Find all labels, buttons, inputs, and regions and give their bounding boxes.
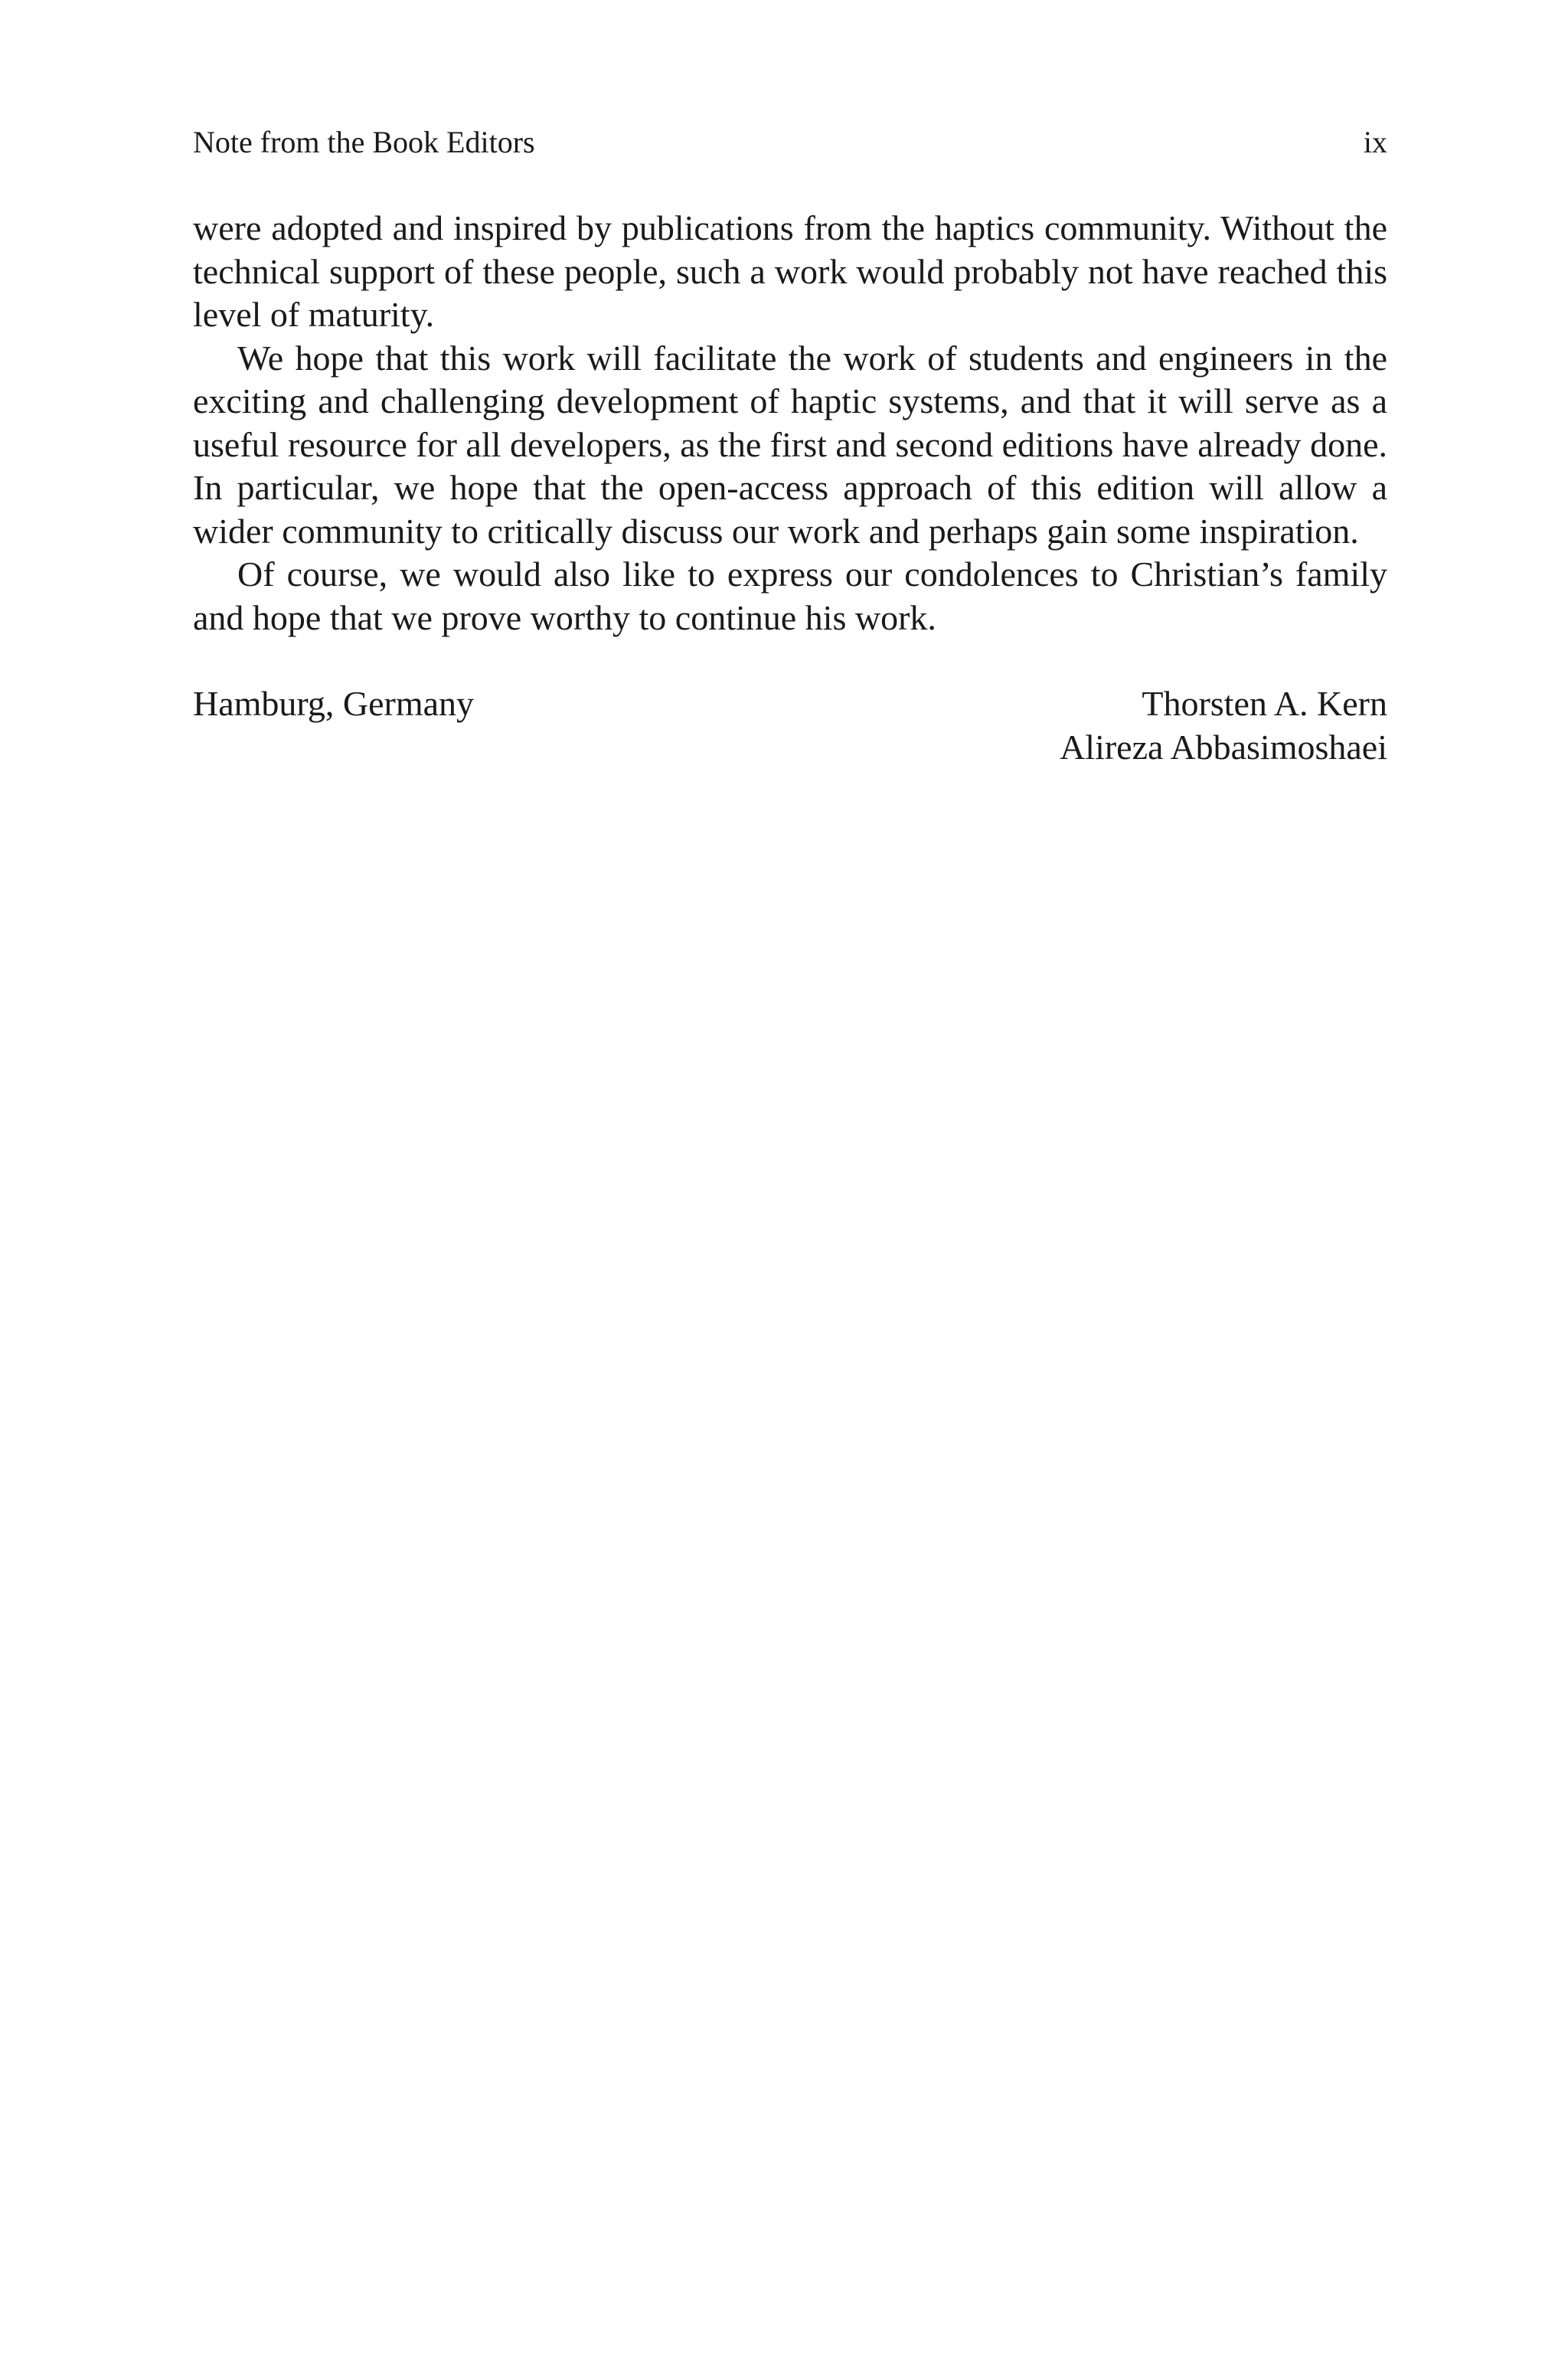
editor-name: Alireza Abbasimoshaei bbox=[1060, 727, 1387, 767]
page-number: ix bbox=[1363, 125, 1387, 159]
signoff bbox=[193, 682, 1387, 769]
signoff-place: Hamburg, Germany bbox=[193, 684, 475, 723]
paragraph: We hope that this work will facilitate the work of students and engineers in the exciting and challenging development of haptic systems, and that it will serve as a useful resource for all developers, as the first and second editions have already done. In particular, we hope that the open-access approach of this edition will allow a wider community to critically discuss our work and perhaps gain some inspiration. bbox=[193, 338, 1387, 551]
paragraph: were adopted and inspired by publications from the haptics community. Without the technical support of these people, such a work would probably not have reached this level of maturity. bbox=[193, 208, 1387, 334]
editor-names bbox=[1060, 682, 1387, 769]
body-text bbox=[193, 207, 1387, 639]
paragraph: Of course, we would also like to express our condolences to Christian’s family and hope that we prove worthy to continue his work. bbox=[193, 554, 1387, 637]
running-head bbox=[193, 123, 1387, 162]
book-page bbox=[193, 123, 1387, 769]
editor-name: Thorsten A. Kern bbox=[1142, 684, 1387, 723]
running-head-title: Note from the Book Editors bbox=[193, 125, 535, 159]
